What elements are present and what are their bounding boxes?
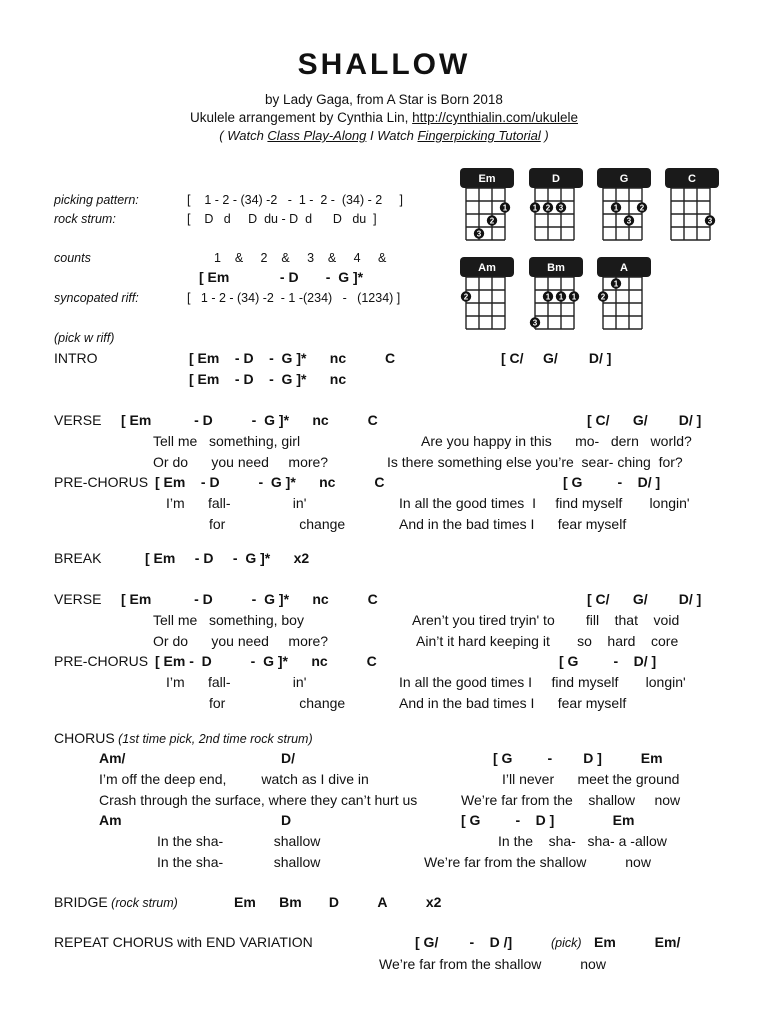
bridge-chords: Em Bm D A x2 [234,894,442,910]
finger-number: 1 [502,203,508,213]
verse1-lyric-1: Tell me something, girl [153,433,301,449]
watch-separator: I Watch [366,128,418,143]
finger-number: 3 [532,318,538,328]
repeat-pick-note: (pick) [551,936,582,950]
finger-number: 1 [571,292,577,302]
verse2-chords-b: [ C/ G/ D/ ] [587,591,702,607]
verse2-lyric-1b: Aren’t you tired tryin' to fill that void [412,612,680,628]
watch-links [0,128,768,144]
finger-number: 2 [639,203,645,213]
verse1-chords: [ Em - D - G ]* nc C [121,412,378,428]
finger-number: 3 [558,203,564,213]
chord-name-bm: Bm [547,262,565,274]
finger-number: 2 [489,216,495,226]
rock-strum-label: rock strum: [54,212,116,226]
prechorus1-label: PRE-CHORUS [54,474,149,490]
chord-name-g: G [619,173,629,185]
arrangement-text: Ukulele arrangement by Cynthia Lin, [190,110,413,125]
watch-open: ( Watch [219,128,268,143]
chord-diagram-bm [529,257,585,337]
intro-chords-2: [ Em - D - G ]* nc [189,371,347,387]
repeat-chords: [ G/ - D /] [415,934,513,950]
counts-label: counts [54,251,91,265]
prechorus2-chords: [ Em - D - G ]* nc C [155,653,377,669]
prechorus1-lyric-2b: And in the bad times I fear myself [399,516,627,532]
verse2-label: VERSE [54,591,102,607]
bridge-label: BRIDGE [54,894,108,910]
finger-number: 3 [707,216,713,226]
verse2-lyric-2: Or do you need more? [153,633,329,649]
verse2-lyric-1: Tell me something, boy [153,612,304,628]
repeat-end-chords: Em Em/ [594,934,681,950]
chorus-lyric-3a: In the sha- shallow [157,833,321,849]
picking-pattern-value: [ 1 - 2 - (34) -2 - 1 - 2 - (34) - 2 ] [187,193,404,207]
chord-name-am: Am [478,262,496,274]
prechorus1-lyric-1b: In all the good times I find myself longin' [399,495,690,511]
verse1-chords-b: [ C/ G/ D/ ] [587,412,702,428]
bridge-note: (rock strum) [107,896,178,910]
chorus-chord-d-1: D/ [281,750,295,766]
counts-value: 1 & 2 & 3 & 4 & [214,251,387,265]
byline: by Lady Gaga, from A Star is Born 2018 [265,92,503,107]
intro-label: INTRO [54,350,98,366]
verse1-lyric-2: Or do you need more? [153,454,329,470]
prechorus2-label: PRE-CHORUS [54,653,149,669]
prechorus1-chords-b: [ G - D/ ] [563,474,661,490]
chord-diagram-a [597,257,653,337]
riff-chords: [ Em - D - G ]* [199,269,364,285]
chord-diagram-em [460,168,516,248]
intro-chords-1: [ Em - D - G ]* nc C [189,350,396,366]
prechorus1-lyric-1: I’m fall- in' [166,495,307,511]
rock-strum-value: [ D d D du - D d D du ] [187,212,377,226]
prechorus1-lyric-2: for change [209,516,346,532]
finger-number: 3 [626,216,632,226]
repeat-chorus-label: REPEAT CHORUS with END VARIATION [54,934,313,950]
syncopated-riff-label: syncopated riff: [54,291,139,305]
chorus-note: (1st time pick, 2nd time rock strum) [114,732,313,746]
prechorus1-chords: [ Em - D - G ]* nc C [155,474,385,490]
chord-diagram-c [665,168,721,248]
intro-note: (pick w riff) [54,331,115,345]
intro-chords-1b: [ C/ G/ D/ ] [501,350,612,366]
chord-diagram-d [529,168,585,248]
finger-number: 1 [545,292,551,302]
chord-name-em: Em [478,173,496,185]
verse1-label: VERSE [54,412,102,428]
arrangement-link[interactable]: http://cynthialin.com/ukulele [412,110,578,125]
verse2-lyric-2b: Ain’t it hard keeping it so hard core [416,633,679,649]
prechorus2-lyric-2: for change [209,695,346,711]
chorus-heading [54,730,313,747]
break-chords: [ Em - D - G ]* x2 [145,550,310,566]
finger-number: 2 [600,292,606,302]
chorus-chords-g-2: [ G - D ] Em [461,812,635,828]
finger-number: 1 [558,292,564,302]
prechorus2-lyric-1b: In all the good times I find myself longin' [399,674,686,690]
verse2-chords: [ Em - D - G ]* nc C [121,591,378,607]
song-title: SHALLOW [297,48,471,81]
chorus-lyric-2a: Crash through the surface, where they can’t hurt us [99,792,418,808]
chord-name-d: D [552,173,560,185]
chorus-chord-d-2: D [281,812,292,828]
chorus-lyric-1a: I’m off the deep end, watch as I dive in [99,771,369,787]
finger-number: 2 [545,203,551,213]
verse1-lyric-1b: Are you happy in this mo- dern world? [421,433,692,449]
prechorus2-lyric-2b: And in the bad times I fear myself [399,695,627,711]
finger-number: 1 [613,203,619,213]
chorus-lyric-2b: We’re far from the shallow now [461,792,681,808]
fingerpicking-tutorial-link[interactable]: Fingerpicking Tutorial [417,128,541,143]
chord-name-c: C [688,173,696,185]
chorus-label: CHORUS [54,730,115,746]
chorus-lyric-4a: In the sha- shallow [157,854,321,870]
prechorus2-chords-b: [ G - D/ ] [559,653,657,669]
chorus-chord-am-2: Am [99,812,122,828]
class-play-along-link[interactable]: Class Play-Along [267,128,367,143]
bridge-heading [54,894,178,911]
picking-pattern-label: picking pattern: [54,193,139,207]
chorus-lyric-1b: I’ll never meet the ground [502,771,680,787]
chorus-lyric-3b: In the sha- sha- a -allow [498,833,667,849]
finger-number: 1 [613,279,619,289]
break-label: BREAK [54,550,102,566]
watch-close: ) [540,128,549,143]
verse1-lyric-2b: Is there something else you’re sear- ching for? [387,454,683,470]
chord-diagram-am [460,257,516,337]
chorus-chords-g-1: [ G - D ] Em [493,750,663,766]
finger-number: 1 [532,203,538,213]
syncopated-riff-value: [ 1 - 2 - (34) -2 - 1 -(234) - (1234) ] [187,291,401,305]
chorus-chord-am-1: Am/ [99,750,126,766]
repeat-lyric: We’re far from the shallow now [379,956,606,972]
chord-name-a: A [620,262,628,274]
finger-number: 2 [463,292,469,302]
chord-diagram-g [597,168,653,248]
arrangement-credit [0,110,768,126]
chorus-lyric-4b: We’re far from the shallow now [424,854,651,870]
prechorus2-lyric-1: I’m fall- in' [166,674,307,690]
finger-number: 3 [476,229,482,239]
